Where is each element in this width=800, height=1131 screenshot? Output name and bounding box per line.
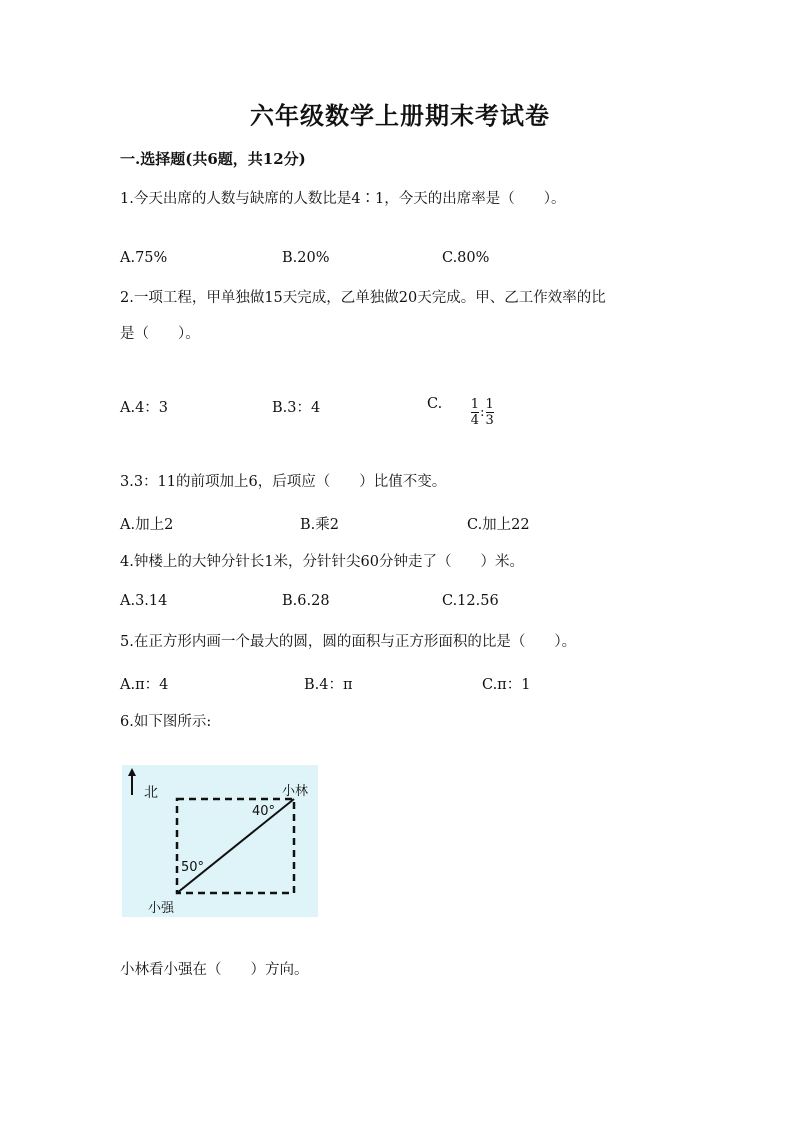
q2-option-c-label: C. (427, 396, 443, 412)
question-2-line2: 是（ ）。 (120, 326, 200, 342)
q5-option-a: A.π：4 (120, 677, 169, 693)
q3-option-c: C.加上22 (467, 517, 530, 533)
angle-bottom-label: 50° (181, 860, 205, 875)
q3-option-b: B.乘2 (300, 517, 339, 533)
north-label: 北 (144, 785, 158, 801)
fraction-b-numerator: 1 (485, 397, 494, 412)
q2-option-c (427, 396, 494, 427)
q4-option-c: C.12.56 (442, 593, 499, 609)
question-4: 4.钟楼上的大钟分针长1米，分针针尖60分钟走了（ ）米。 (120, 554, 525, 570)
fraction-a-numerator: 1 (470, 397, 480, 412)
fraction-b-denominator: 3 (485, 413, 494, 428)
q4-option-a: A.3.14 (120, 593, 168, 609)
section-heading: 一.选择题(共6题，共12分) (120, 150, 306, 168)
top-right-label: 小林 (282, 784, 309, 799)
q1-option-a: A.75% (120, 250, 168, 266)
q5-option-c: C.π：1 (482, 677, 531, 693)
page-title: 六年级数学上册期末考试卷 (250, 101, 550, 130)
q1-option-c: C.80% (442, 250, 490, 266)
question-5: 5.在正方形内画一个最大的圆，圆的面积与正方形面积的比是（ ）。 (120, 634, 577, 650)
fraction-b (485, 398, 493, 427)
ratio-separator: : (480, 405, 485, 420)
q2-option-b: B.3：4 (272, 400, 321, 416)
question-6-follow-text: 小林看小强在（ ）方向。 (120, 962, 309, 978)
question-6: 6.如下图所示: (120, 714, 212, 730)
q2-option-c-ratio (471, 398, 494, 427)
q3-option-a: A.加上2 (120, 517, 174, 533)
fraction-a-denominator: 4 (470, 413, 480, 428)
q2-option-a: A.4：3 (120, 400, 169, 416)
question-2-line1: 2.一项工程，甲单独做15天完成，乙单独做20天完成。甲、乙工作效率的比 (120, 290, 606, 306)
angle-top-label: 40° (252, 804, 276, 819)
question-1: 1.今天出席的人数与缺席的人数比是4∶1，今天的出席率是（ ）。 (120, 191, 566, 207)
bottom-left-label: 小强 (148, 901, 175, 916)
direction-diagram (122, 765, 318, 917)
q5-option-b: B.4：π (304, 677, 353, 693)
q1-option-b: B.20% (282, 250, 330, 266)
fraction-a (471, 398, 479, 427)
q4-option-b: B.6.28 (282, 593, 330, 609)
question-3: 3.3：11的前项加上6，后项应（ ）比值不变。 (120, 474, 447, 490)
